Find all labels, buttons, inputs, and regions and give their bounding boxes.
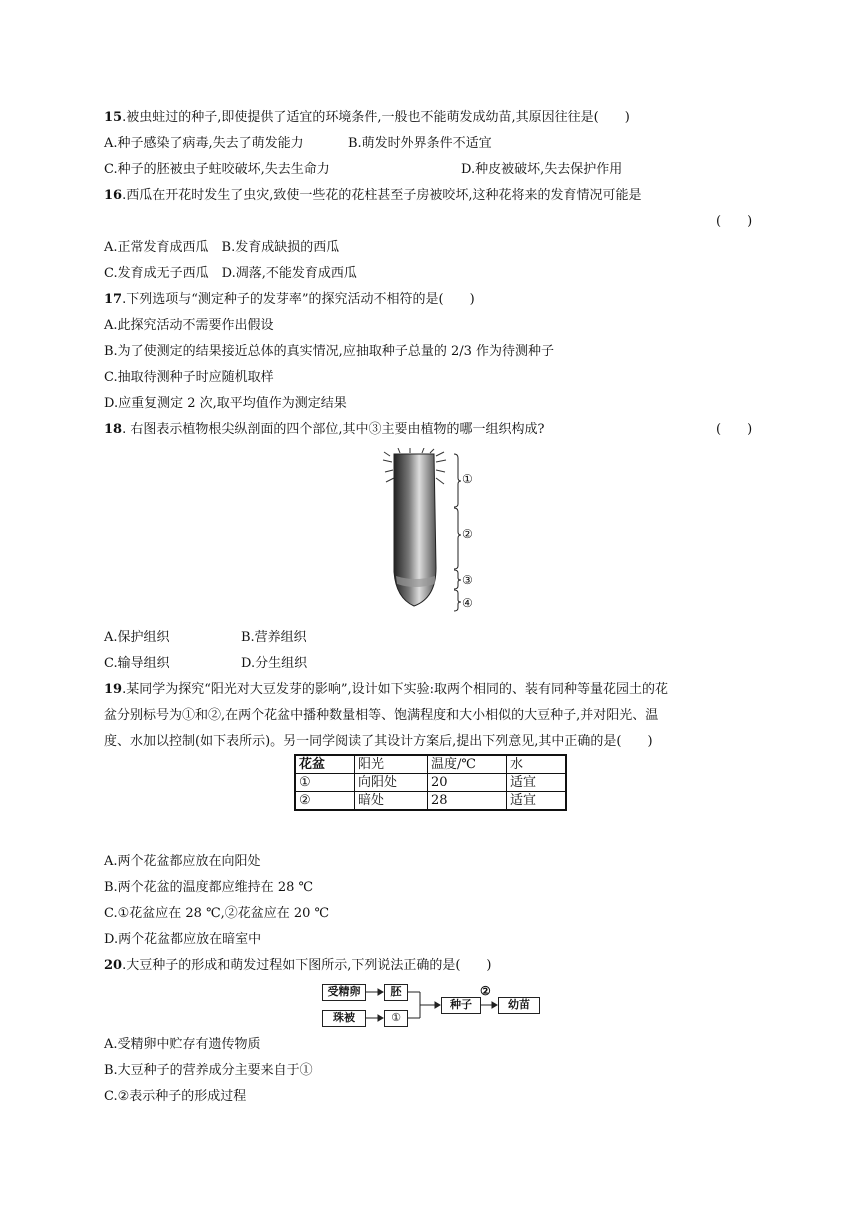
q17-option-d: D.应重复测定 2 次,取平均值作为测定结果 (104, 396, 347, 411)
table-header-cell: 花盆 (295, 755, 355, 774)
table-row (295, 792, 566, 811)
q19-option-b: B.两个花盆的温度都应维持在 28 ℃ (104, 880, 314, 895)
q19-data-table (294, 754, 567, 811)
ovule-coat-box: 珠被 (322, 1010, 366, 1027)
q19-stem-line3: 度、水加以控制(如下表所示)。另一同学阅读了其设计方案后,提出下列意见,其中正确的是( ) (104, 734, 653, 749)
q19-option-d: D.两个花盆都应放在暗室中 (104, 932, 262, 947)
q19-option-c: C.①花盆应在 28 ℃,②花盆应在 20 ℃ (104, 906, 330, 921)
seed-formation-diagram (320, 982, 544, 1028)
q15-number: 15 (104, 110, 123, 125)
table-cell: ② (295, 792, 355, 811)
table-cell: 暗处 (355, 792, 428, 811)
root-label-3: ③ (462, 573, 473, 587)
q18-answer-paren: ( ) (716, 422, 753, 437)
q19-stem-line1: 19.某同学为探究“阳光对大豆发芽的影响”,设计如下实验:取两个相同的、装有同种等量花园土的花 (104, 682, 669, 697)
table-header-row (295, 755, 566, 774)
q18-stem: 18. 右图表示植物根尖纵剖面的四个部位,其中③主要由植物的哪一组织构成? (104, 422, 545, 437)
q15-option-a: A.种子感染了病毒,失去了萌发能力 (104, 136, 304, 151)
table-cell: 适宜 (507, 774, 567, 792)
table-header-cell: 水 (507, 755, 567, 774)
q20-option-c: C.②表示种子的形成过程 (104, 1089, 247, 1104)
q15-stem: 15.被虫蛀过的种子,即使提供了适宜的环境条件,一般也不能萌发成幼苗,其原因往往是( ) (104, 110, 630, 125)
root-label-1: ① (462, 472, 473, 486)
fertilized-egg-box: 受精卵 (322, 984, 366, 1001)
q15-option-d: D.种皮被破坏,失去保护作用 (461, 162, 623, 177)
q18-option-a: A.保护组织 (104, 630, 170, 645)
q20-option-a: A.受精卵中贮存有遗传物质 (104, 1037, 261, 1052)
q18-option-d: D.分生组织 (241, 656, 308, 671)
q16-options-ab: A.正常发育成西瓜 B.发育成缺损的西瓜 (104, 240, 340, 255)
q17-stem: 17.下列选项与“测定种子的发芽率”的探究活动不相符的是( ) (104, 292, 475, 307)
root-label-4: ④ (462, 596, 473, 610)
q16-number: 16 (104, 188, 123, 203)
q15-option-c: C.种子的胚被虫子蛀咬破坏,失去生命力 (104, 162, 330, 177)
q19-number: 19 (104, 682, 123, 697)
table-header-cell: 阳光 (355, 755, 428, 774)
q16-stem: 16.西瓜在开花时发生了虫灾,致使一些花的花柱甚至子房被咬坏,这种花将来的发育情况可能是 (104, 188, 642, 203)
q19-stem-line2: 盆分别标号为①和②,在两个花盆中播种数量相等、饱满程度和大小相似的大豆种子,并对阳光、温 (104, 708, 659, 723)
q17-number: 17 (104, 292, 123, 307)
q18-number: 18 (104, 422, 123, 437)
circle2-label: ② (480, 984, 491, 998)
table-cell: ① (295, 774, 355, 792)
table-cell: 28 (428, 792, 507, 811)
q17-option-c: C.抽取待测种子时应随机取样 (104, 370, 274, 385)
q20-option-b: B.大豆种子的营养成分主要来自于① (104, 1063, 313, 1078)
q18-option-c: C.输导组织 (104, 656, 170, 671)
root-label-2: ② (462, 527, 473, 541)
q17-option-a: A.此探究活动不需要作出假设 (104, 318, 274, 333)
q20-number: 20 (104, 958, 123, 973)
q19-option-a: A.两个花盆都应放在向阳处 (104, 854, 261, 869)
q20-stem: 20.大豆种子的形成和萌发过程如下图所示,下列说法正确的是( ) (104, 958, 492, 973)
embryo-box: 胚 (384, 984, 408, 1001)
circle1-box: ① (384, 1010, 408, 1027)
q16-options-cd: C.发育成无子西瓜 D.凋落,不能发育成西瓜 (104, 266, 357, 281)
table-row (295, 774, 566, 792)
q17-option-b: B.为了使测定的结果接近总体的真实情况,应抽取种子总量的 2/3 作为待测种子 (104, 344, 555, 359)
seedling-box: 幼苗 (498, 997, 540, 1014)
seed-box: 种子 (441, 997, 481, 1014)
q16-answer-paren: ( ) (716, 214, 753, 229)
table-header-cell: 温度/℃ (428, 755, 507, 774)
table-cell: 向阳处 (355, 774, 428, 792)
q18-option-b: B.营养组织 (241, 630, 307, 645)
table-cell: 20 (428, 774, 507, 792)
table-cell: 适宜 (507, 792, 567, 811)
root-tip-figure (380, 448, 480, 618)
q15-option-b: B.萌发时外界条件不适宜 (348, 136, 492, 151)
